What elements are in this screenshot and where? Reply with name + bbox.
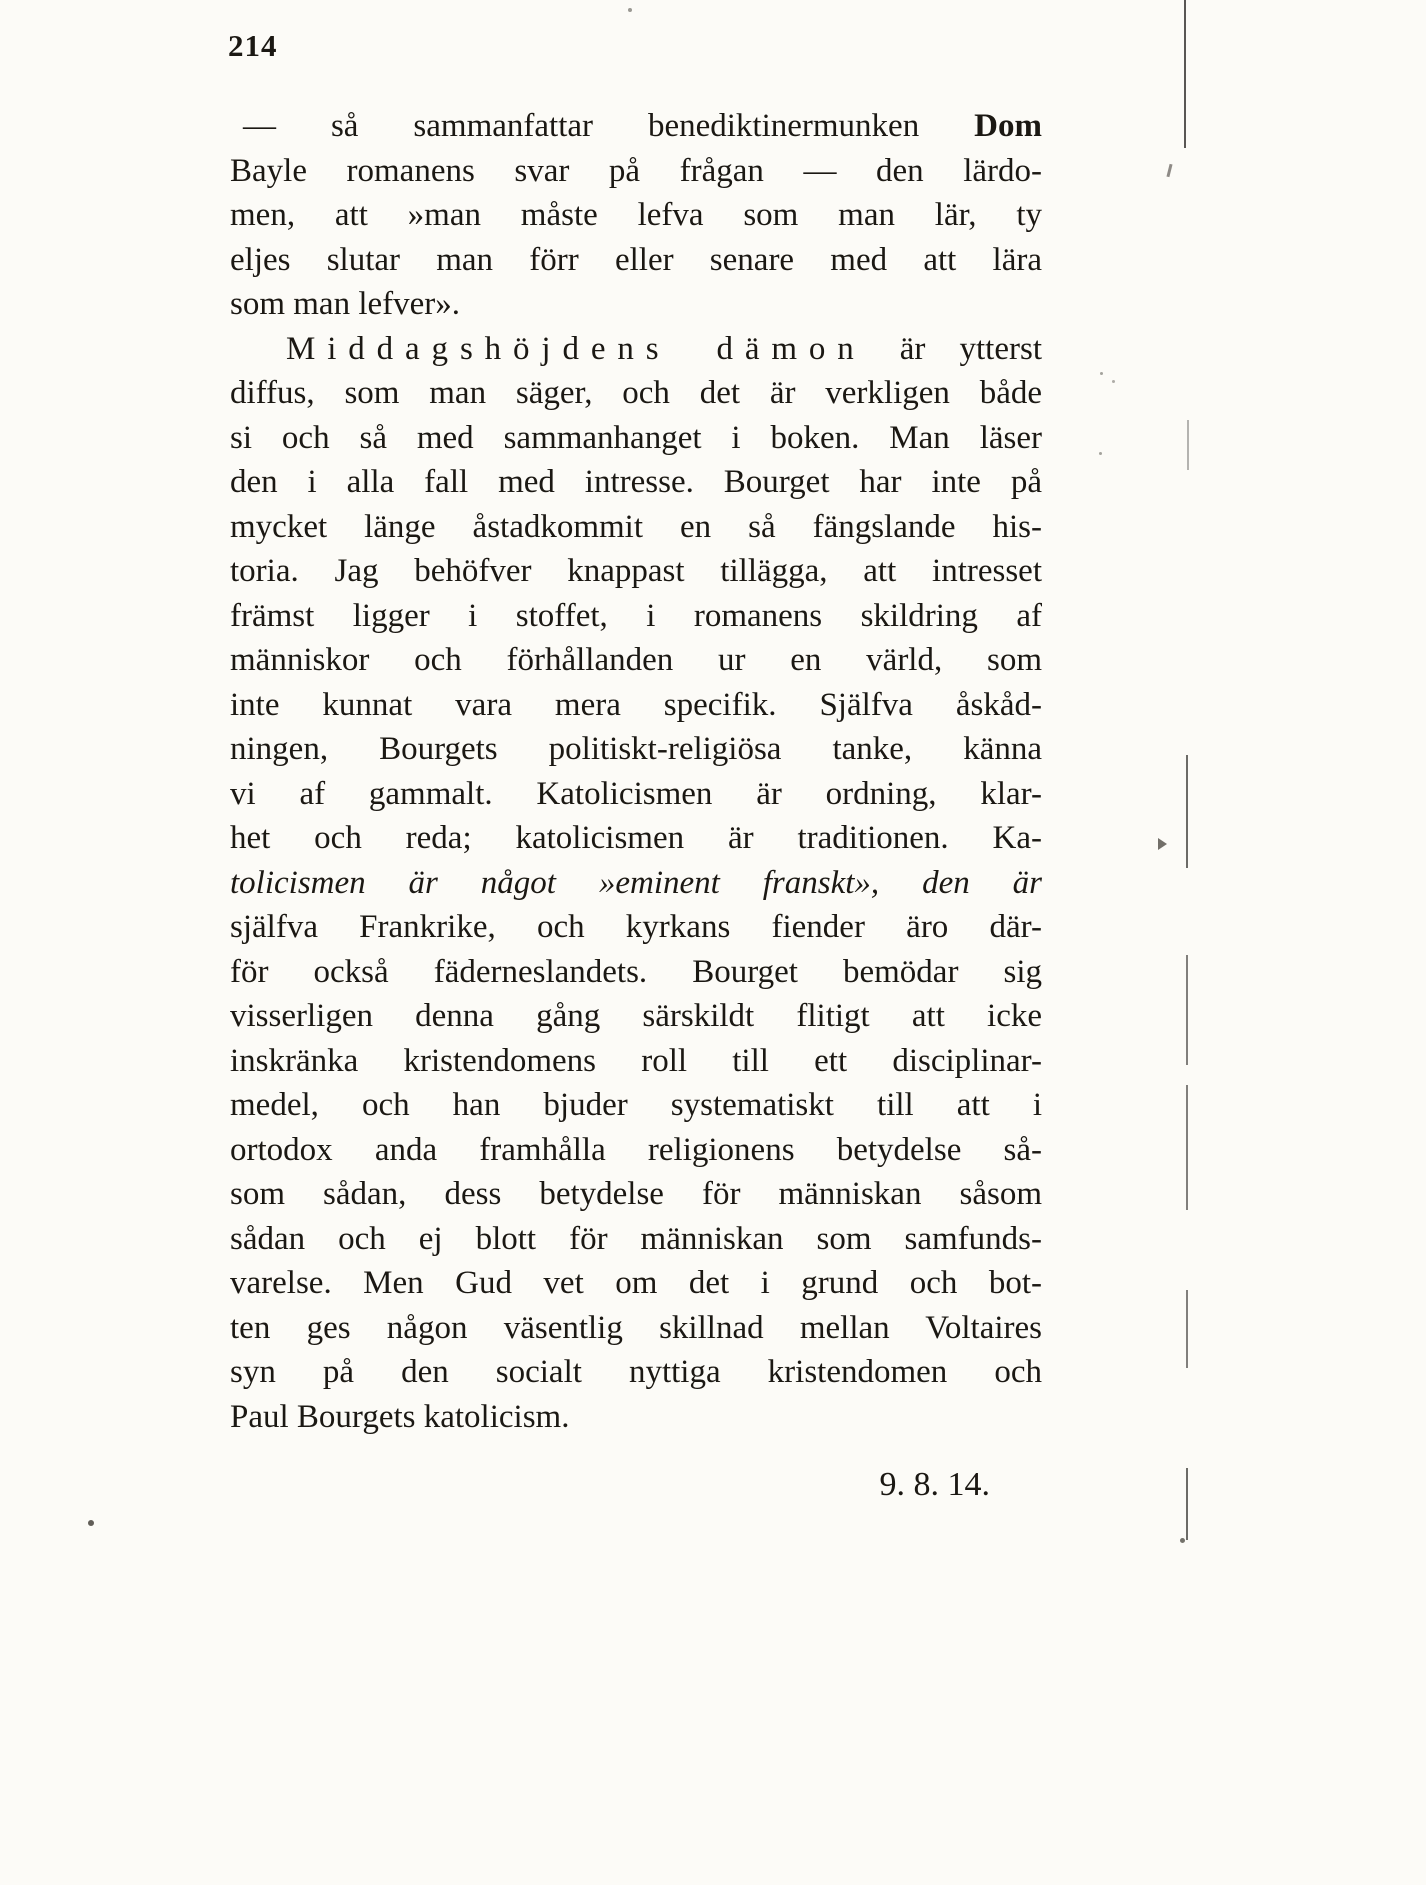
page-edge-line [1186,1290,1188,1368]
text-line [230,1128,1042,1173]
text-segment: är ytterst [865,330,1042,367]
text-line [230,505,1042,550]
text-line [230,1217,1042,1262]
text-segment: inskränka kristendomens roll till ett disciplinar- [230,1042,1042,1079]
ink-speck [1180,1538,1185,1543]
margin-arrow [1158,838,1167,850]
text-line [230,950,1042,995]
text-line [230,416,1042,461]
ink-speck [1112,380,1115,383]
text-line [230,1039,1042,1084]
page-edge-line [1186,755,1188,868]
page-edge-line [1186,955,1188,1065]
text-line [230,994,1042,1039]
text-line [230,1350,1042,1395]
text-line [230,1083,1042,1128]
text-segment: för också fäderneslandets. Bourget bemödar sig [230,953,1042,990]
text-line [230,727,1042,772]
text-segment: Paul Bourgets katolicism. [230,1398,570,1435]
text-line [230,282,1042,327]
text-line [230,149,1042,194]
text-segment: ningen, Bourgets politiskt-religiösa tanke, känna [230,731,1042,767]
text-segment: vi af gammalt. Katolicismen är ordning, klar- [230,775,1042,812]
text-line [230,683,1042,728]
text-segment: mycket länge åstadkommit en så fängslande his- [230,508,1042,545]
text-segment: toria. Jag behöfver knappast tillägga, att intresset [230,553,1042,589]
text-line [230,861,1042,906]
text-segment: visserligen denna gång särskildt flitigt att icke [230,998,1042,1034]
text-segment: främst ligger i stoffet, i romanens skildring af [230,597,1042,634]
text-line [230,549,1042,594]
text-segment: eljes slutar man förr eller senare med att lära [230,241,1042,278]
text-line [230,816,1042,861]
text-segment-bold: Dom [974,108,1042,144]
text-segment-italic: tolicismen är något »eminent franskt», den är [230,864,1042,901]
text-segment: den i alla fall med intresse. Bourget har inte på [230,464,1042,500]
page-edge-line [1184,0,1186,148]
text-line [230,104,1042,149]
text-line [230,193,1042,238]
text-line [230,1395,1042,1440]
text-line [230,905,1042,950]
ink-speck [1100,372,1103,375]
ink-speck [1099,452,1102,455]
text-segment: syn på den socialt nyttiga kristendomen och [230,1354,1042,1390]
text-line [230,638,1042,683]
text-segment: ortodox anda framhålla religionens betydelse så- [230,1131,1042,1168]
text-segment: medel, och han bjuder systematiskt till att i [230,1087,1042,1123]
page-edge-line [1186,1085,1188,1210]
text-block [230,104,1042,1439]
ink-speck [88,1520,94,1526]
text-line [230,594,1042,639]
text-line [230,1172,1042,1217]
text-segment: men, att »man måste lefva som man lär, ty [230,197,1042,233]
text-segment-spaced: Middagshöjdens dämon [286,330,866,367]
text-segment: het och reda; katolicismen är traditionen. Ka- [230,820,1042,856]
page-edge-line [1186,1468,1188,1540]
text-segment: som sådan, dess betydelse för människan såsom [230,1176,1042,1212]
text-segment: diffus, som man säger, och det är verkligen både [230,375,1042,411]
text-segment: som man lefver». [230,286,461,322]
date-line: 9. 8. 14. [879,1466,990,1503]
ink-tick [1166,164,1172,177]
text-segment: själfva Frankrike, och kyrkans fiender äro där- [230,909,1042,945]
text-line [230,1306,1042,1351]
text-segment: varelse. Men Gud vet om det i grund och bot- [230,1265,1042,1301]
text-line [230,238,1042,283]
text-line [230,460,1042,505]
page-number: 214 [228,28,278,63]
text-line [230,1261,1042,1306]
text-segment: ten ges någon väsentlig skillnad mellan Voltaires [230,1309,1042,1346]
text-segment: människor och förhållanden ur en värld, som [230,642,1042,678]
text-segment: inte kunnat vara mera specifik. Själfva åskåd- [230,686,1042,723]
text-segment: si och så med sammanhanget i boken. Man läser [230,419,1042,456]
text-line [230,327,1042,372]
page-edge-line [1187,420,1189,470]
text-segment: sådan och ej blott för människan som samfunds- [230,1220,1042,1257]
text-segment: Bayle romanens svar på frågan — den lärdo- [230,152,1042,189]
text-line [230,772,1042,817]
text-segment: — så sammanfattar benediktinermunken [243,108,975,144]
ink-speck [628,8,632,12]
text-line [230,371,1042,416]
